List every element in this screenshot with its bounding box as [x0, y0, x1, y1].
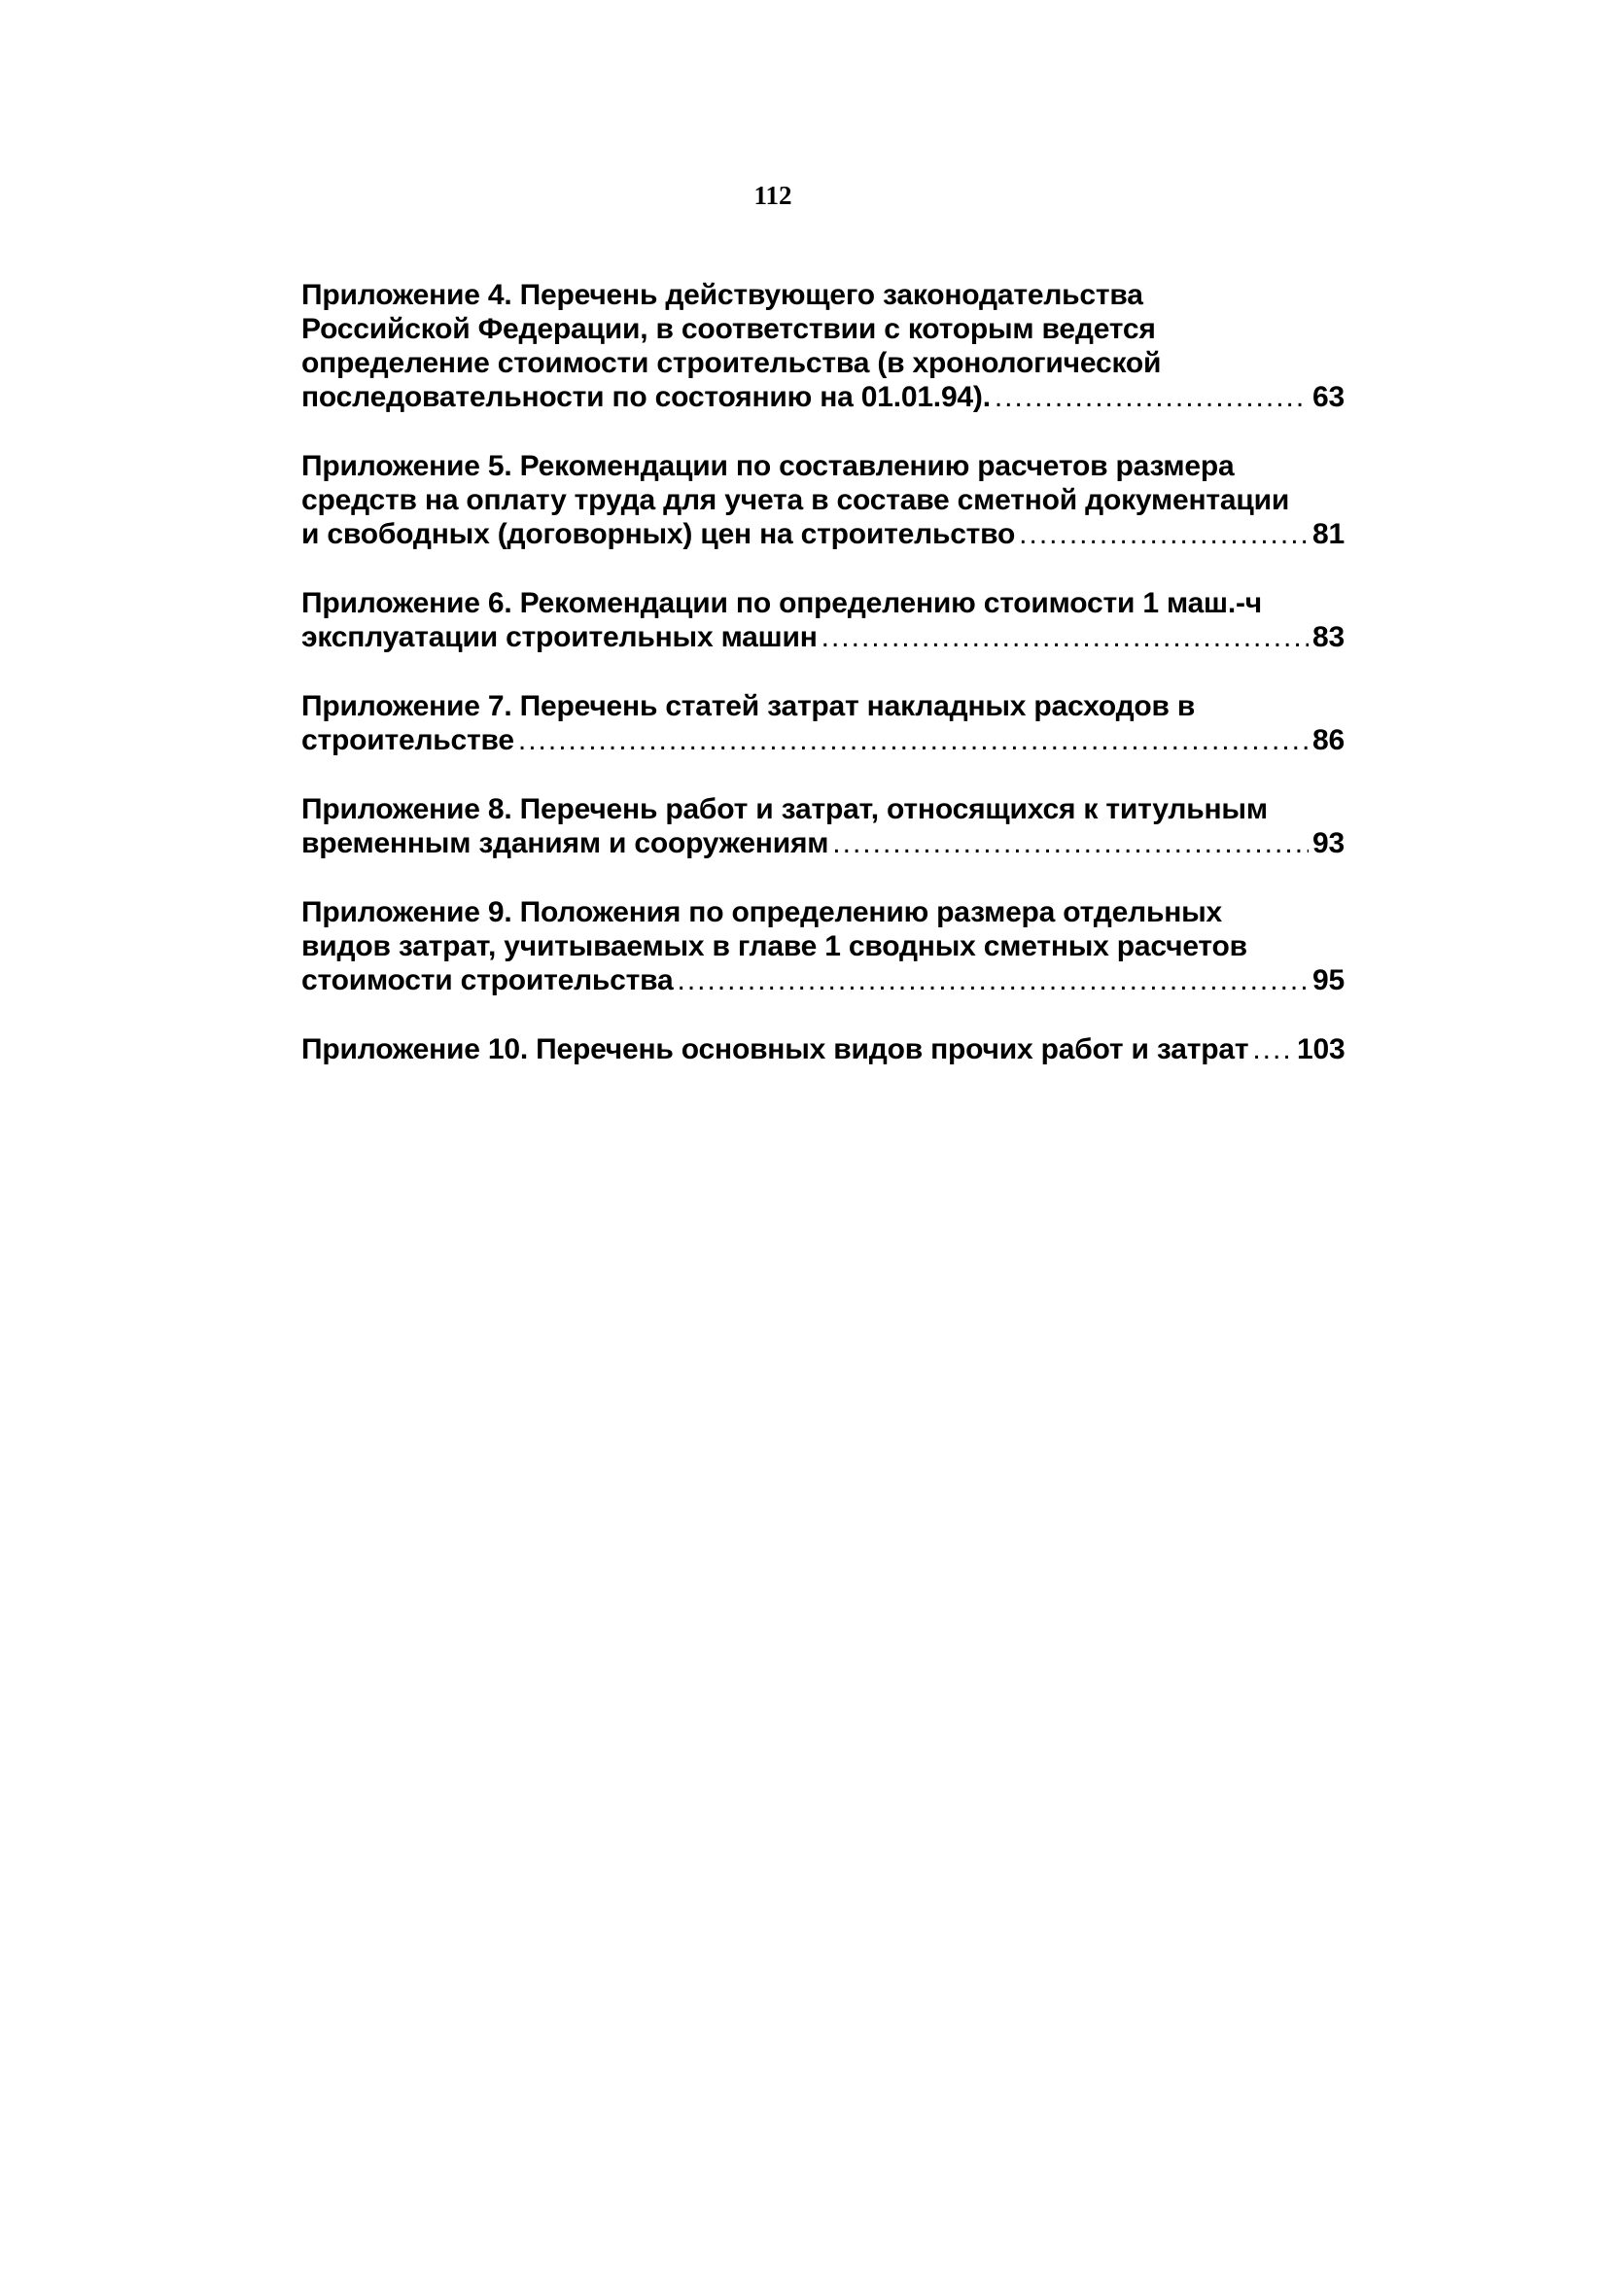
dot-leader — [821, 620, 1309, 654]
toc-entry-line: Приложение 8. Перечень работ и затрат, относящихся к титульным — [301, 793, 1268, 825]
toc-entry-text: стоимости строительства — [301, 964, 674, 996]
toc-entry-appendix-7 — [301, 689, 1351, 757]
toc-entry-line: определение стоимости строительства (в хронологической — [301, 347, 1162, 379]
toc-entry-text: Приложение 10. Перечень основных видов прочих работ и затрат — [301, 1033, 1249, 1065]
toc-entry-last-line — [301, 380, 1351, 414]
toc-entry-text: строительстве — [301, 724, 514, 756]
dot-leader — [832, 826, 1309, 860]
toc-entry-line: Приложение 9. Положения по определению размера отдельных — [301, 896, 1223, 928]
toc-entry-text: последовательности по состоянию на 01.01.94). — [301, 381, 991, 413]
toc-entry-line: Приложение 6. Рекомендации по определению стоимости 1 маш.-ч — [301, 587, 1263, 619]
toc-entry-last-line — [301, 1032, 1351, 1066]
toc-page-number: 83 — [1312, 621, 1345, 653]
toc-entry-appendix-6 — [301, 586, 1351, 654]
toc-entry-line: Приложение 4. Перечень действующего законодательства — [301, 279, 1143, 311]
toc-entry-text: временным зданиям и сооружениям — [301, 827, 829, 859]
toc-entry-line: Приложение 5. Рекомендации по составлению расчетов размера — [301, 450, 1235, 482]
toc-entry-appendix-10 — [301, 1032, 1351, 1066]
toc-entry-text: эксплуатации строительных машин — [301, 621, 818, 653]
toc-page-number: 86 — [1312, 724, 1345, 756]
toc-page-number: 103 — [1297, 1033, 1346, 1065]
page-number: 112 — [753, 181, 792, 210]
toc-entry-appendix-8 — [301, 792, 1351, 860]
toc-entry-line: Российской Федерации, в соответствии с которым ведется — [301, 313, 1156, 345]
toc-entry-line: средств на оплату труда для учета в составе сметной документации — [301, 484, 1290, 516]
dot-leader — [995, 380, 1309, 414]
toc-entry-appendix-5 — [301, 449, 1351, 551]
dot-leader — [1252, 1032, 1293, 1066]
toc-entry-appendix-4 — [301, 278, 1351, 414]
toc-entry-last-line — [301, 826, 1351, 860]
dot-leader — [1019, 517, 1309, 551]
toc-entry-appendix-9 — [301, 895, 1351, 997]
dot-leader — [518, 723, 1309, 757]
toc-entry-line: Приложение 7. Перечень статей затрат накладных расходов в — [301, 690, 1196, 722]
toc-page-number: 95 — [1312, 964, 1345, 996]
toc-entry-last-line — [301, 723, 1351, 757]
toc-entry-last-line — [301, 963, 1351, 997]
toc-page-number: 81 — [1312, 518, 1345, 550]
toc-entry-last-line — [301, 517, 1351, 551]
toc-entry-text: и свободных (договорных) цен на строительство — [301, 518, 1016, 550]
toc-entry-last-line — [301, 620, 1351, 654]
dot-leader — [678, 963, 1310, 997]
toc-page-number: 63 — [1312, 381, 1345, 413]
table-of-contents — [301, 278, 1351, 1101]
toc-page-number: 93 — [1312, 827, 1345, 859]
toc-entry-line: видов затрат, учитываемых в главе 1 сводных сметных расчетов — [301, 930, 1247, 962]
